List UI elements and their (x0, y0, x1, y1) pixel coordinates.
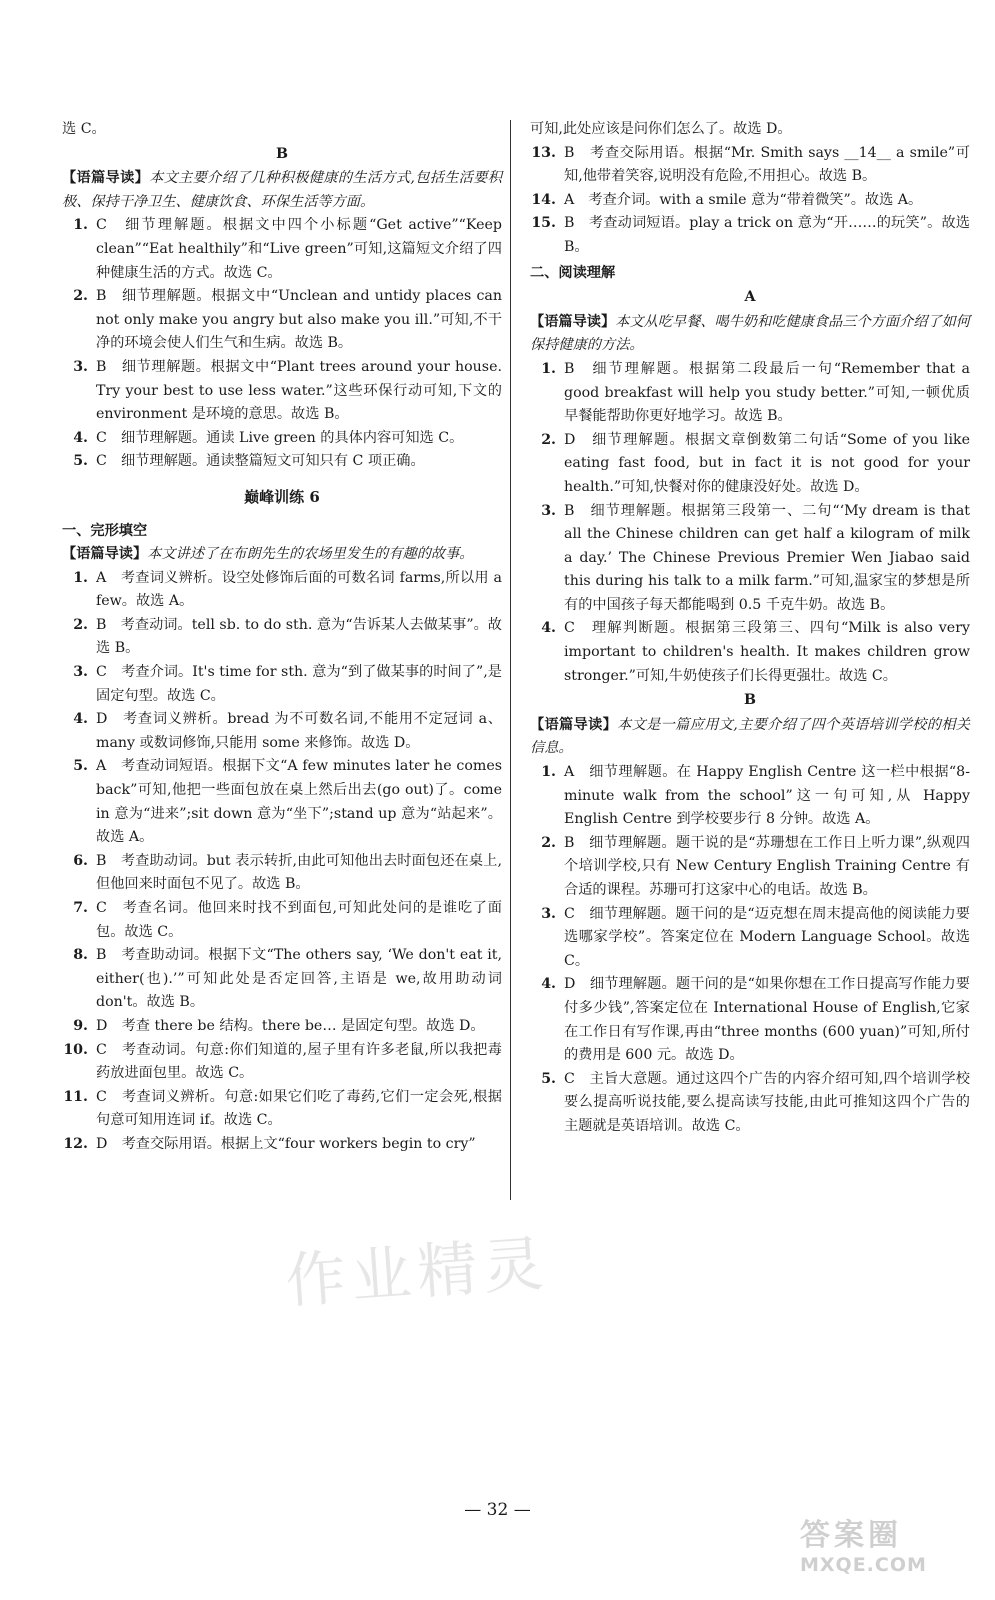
item-number: 1. (73, 569, 88, 586)
column-divider (510, 120, 511, 1200)
item-text: A 考查介词。with a smile 意为“带着微笑”。故选 A。 (564, 191, 923, 208)
item-text: C 细节理解题。根据文中四个小标题“Get active”“Keep clean”“Eat healthily”和“Live green”可知,这篇短文介绍了四种健康生活的方式。故选 C。 (96, 217, 502, 281)
item-number: 15. (531, 215, 556, 232)
watermark-logo (800, 1510, 975, 1590)
item-number: 2. (73, 616, 88, 633)
item-number: 4. (541, 976, 556, 993)
answer-item (62, 1015, 502, 1039)
reading-guide (62, 543, 502, 567)
answer-item (62, 944, 502, 1015)
item-text: A 考查词义辨析。设空处修饰后面的可数名词 farms,所以用 a few。故选 A。 (96, 569, 502, 610)
answer-item (62, 708, 502, 755)
item-text: D 考查词义辨析。bread 为不可数名词,不能用不定冠词 a、many 或数词修饰,只能用 some 来修饰。故选 D。 (96, 711, 502, 751)
guide-text: 本文主要介绍了几种积极健康的生活方式,包括生活要积极、保持干净卫生、健康饮食、环保生活等方面。 (62, 170, 502, 210)
item-text: C 考查词义辨析。句意:如果它们吃了毒药,它们一定会死,根据句意可知用连词 if。故选 C。 (96, 1088, 502, 1129)
item-number: 1. (541, 764, 556, 781)
answer-item (62, 614, 502, 661)
item-text: A 细节理解题。在 Happy English Centre 这一栏中根据“8-minute walk from the school”这一句可知,从 Happy English Centre 到学校要步行 8 分钟。故选 A。 (564, 764, 970, 828)
answer-item (530, 1068, 970, 1139)
answer-item (62, 755, 502, 849)
guide-label: 【语篇导读】 (62, 170, 150, 187)
section-title-cloze: 一、完形填空 (62, 522, 148, 539)
answer-item (62, 850, 502, 897)
reading-guide (530, 311, 970, 358)
item-text: C 细节理解题。通读 Live green 的具体内容可知选 C。 (96, 429, 464, 446)
item-text: A 考查动词短语。根据下文“A few minutes later he comes back”可知,他把一些面包放在桌上然后出去(go out)了。come in 意为“进来”;sit down 意为“坐下”;stand up 意为“站起来”。故选 A。 (96, 758, 502, 846)
item-number: 2. (541, 431, 556, 448)
item-number: 14. (531, 191, 556, 208)
answer-item (62, 356, 502, 427)
guide-text: 本文讲述了在布朗先生的农场里发生的有趣的故事。 (147, 546, 474, 563)
lead-text: 可知,此处应该是问你们怎么了。故选 D。 (530, 121, 792, 137)
item-number: 5. (541, 1070, 556, 1087)
item-text: C 细节理解题。题干问的是“迈克想在周末提高他的阅读能力要选哪家学校”。答案定位在 Modern Language School。故选 C。 (564, 905, 970, 969)
answer-item (530, 973, 970, 1067)
page-number: — 32 — (464, 1500, 531, 1520)
answer-item (530, 189, 970, 213)
item-text: C 考查介词。It's time for sth. 意为“到了做某事的时间了”,是固定句型。故选 C。 (96, 664, 502, 704)
answer-item (530, 142, 970, 189)
item-number: 13. (531, 144, 556, 161)
item-text: B 考查交际用语。根据“Mr. Smith says __14__ a smile”可知,他带着笑容,说明没有危险,不用担心。故选 B。 (564, 144, 970, 185)
guide-text: 本文从吃早餐、喝牛奶和吃健康食品三个方面介绍了如何保持健康的方法。 (530, 313, 970, 354)
watermark-logo-line1: 答案圈 (800, 1518, 902, 1553)
item-number: 4. (541, 620, 556, 637)
guide-label: 【语篇导读】 (530, 313, 616, 330)
answer-item (530, 212, 970, 259)
item-text: B 细节理解题。根据第二段最后一句“Remember that a good breakfast will help you study better.”可知,一顿优质早餐能帮助你更好地学习。故选 B。 (564, 360, 970, 425)
item-text: C 主旨大意题。通过这四个广告的内容介绍可知,四个培训学校要么提高听说技能,要么提高读写技能,由此可推知这四个广告的主题就是英语培训。故选 C。 (564, 1070, 970, 1134)
answer-item (530, 500, 970, 618)
item-text: C 考查名词。他回来时找不到面包,可知此处问的是谁吃了面包。故选 C。 (96, 900, 502, 940)
right-column (530, 118, 970, 1139)
item-number: 2. (73, 288, 88, 305)
item-number: 4. (73, 711, 88, 728)
item-number: 3. (541, 502, 556, 519)
item-text: B 细节理解题。题干说的是“苏珊想在工作日上听力课”,纵观四个培训学校,只有 New Century English Training Centre 有合适的课程。苏珊可打这家中心的电话。故选 B。 (564, 834, 970, 898)
item-text: B 考查助动词。根据下文“The others say, ‘We don't eat it, either(也).’”可知此处是否定回答,主语是 we,故用助动词 don't。故选 B。 (96, 947, 502, 1011)
item-number: 1. (73, 217, 88, 234)
guide-label: 【语篇导读】 (62, 546, 148, 563)
answer-item (62, 1039, 502, 1086)
watermark-text: 作业精灵 (283, 1228, 552, 1318)
answer-item (62, 567, 502, 614)
item-number: 9. (73, 1017, 88, 1034)
section-b-heading: B (276, 145, 288, 162)
item-text: C 细节理解题。通读整篇短文可知只有 C 项正确。 (96, 453, 425, 470)
answer-item (62, 1133, 502, 1157)
item-text: B 细节理解题。根据第三段第一、二句“‘My dream is that all the Chinese children can get half a kilogram of milk a day.’ The Chinese Previous Premier Wen Jiabao said this during his talk to a milk farm.”可知,温家宝的梦想是所有的中国孩子每天都能喝到 0.5 千克牛奶。故选 B。 (564, 502, 970, 613)
item-number: 3. (73, 664, 88, 681)
item-text: B 考查助动词。but 表示转折,由此可知他出去时面包还在桌上,但他回来时面包不见了。故选 B。 (96, 852, 502, 893)
exercise-title: 巅峰训练 6 (244, 487, 320, 506)
answer-item (530, 903, 970, 974)
answer-item (530, 761, 970, 832)
answer-item (62, 897, 502, 944)
item-number: 5. (73, 758, 88, 775)
item-text: B 细节理解题。根据文中“Plant trees around your house. Try your best to use less water.”这些环保行动可知,下文的 environment 是环境的意思。故选 B。 (96, 358, 502, 423)
watermark-logo-line2: MXQE.COM (800, 1554, 927, 1576)
reading-guide (62, 167, 502, 214)
lead-text: 选 C。 (62, 121, 106, 137)
answer-item (62, 661, 502, 708)
answer-item (62, 285, 502, 356)
answer-item (62, 427, 502, 451)
section-b-heading: B (744, 692, 756, 709)
guide-label: 【语篇导读】 (530, 716, 618, 733)
guide-text: 本文是一篇应用文,主要介绍了四个英语培训学校的相关信息。 (530, 716, 970, 757)
answer-item (530, 617, 970, 688)
item-number: 3. (73, 358, 88, 375)
item-number: 2. (541, 834, 556, 851)
section-title-reading: 二、阅读理解 (530, 264, 616, 281)
item-number: 8. (73, 947, 88, 964)
item-number: 3. (541, 905, 556, 922)
answer-item (62, 1086, 502, 1133)
item-text: C 理解判断题。根据第三段第三、四句“Milk is also very important to children's health. It makes children grow stronger.”可知,牛奶使孩子们长得更强壮。故选 C。 (564, 620, 970, 684)
item-text: D 考查交际用语。根据上文“four workers begin to cry” (96, 1135, 476, 1152)
item-text: D 细节理解题。题干问的是“如果你想在工作日提高写作能力要付多少钱”,答案定位在 International House of English,它家在工作日有写作课,再由“three months (600 yuan)”可知,所付的费用是 600 元。故选 D。 (564, 976, 970, 1064)
item-text: B 细节理解题。根据文中“Unclean and untidy places can not only make you angry but also make you ill.”可知,不干净的环境会使人们生气和生病。故选 B。 (96, 288, 502, 352)
item-number: 12. (63, 1135, 88, 1152)
item-text: B 考查动词。tell sb. to do sth. 意为“告诉某人去做某事”。故选 B。 (96, 616, 502, 657)
answer-item (62, 214, 502, 285)
answer-item (62, 450, 502, 474)
section-a-heading: A (744, 289, 756, 306)
item-number: 7. (73, 900, 88, 916)
item-text: C 考查动词。句意:你们知道的,屋子里有许多老鼠,所以我把毒药放进面包里。故选 C。 (96, 1041, 502, 1082)
answer-item (530, 429, 970, 500)
item-number: 11. (63, 1088, 88, 1105)
answer-item (530, 832, 970, 903)
item-number: 1. (541, 360, 556, 377)
reading-guide (530, 714, 970, 761)
item-number: 6. (73, 852, 88, 869)
item-number: 4. (73, 429, 88, 446)
item-number: 5. (73, 453, 88, 470)
answer-item (530, 358, 970, 429)
item-text: B 考查动词短语。play a trick on 意为“开……的玩笑”。故选 B。 (564, 215, 970, 255)
item-number: 10. (63, 1041, 88, 1058)
item-text: D 细节理解题。根据文章倒数第二句话“Some of you like eating fast food, but in fact it is not good for your health.”可知,快餐对你的健康没好处。故选 D。 (564, 431, 970, 495)
item-text: D 考查 there be 结构。there be… 是固定句型。故选 D。 (96, 1017, 485, 1034)
left-column (62, 118, 502, 1157)
